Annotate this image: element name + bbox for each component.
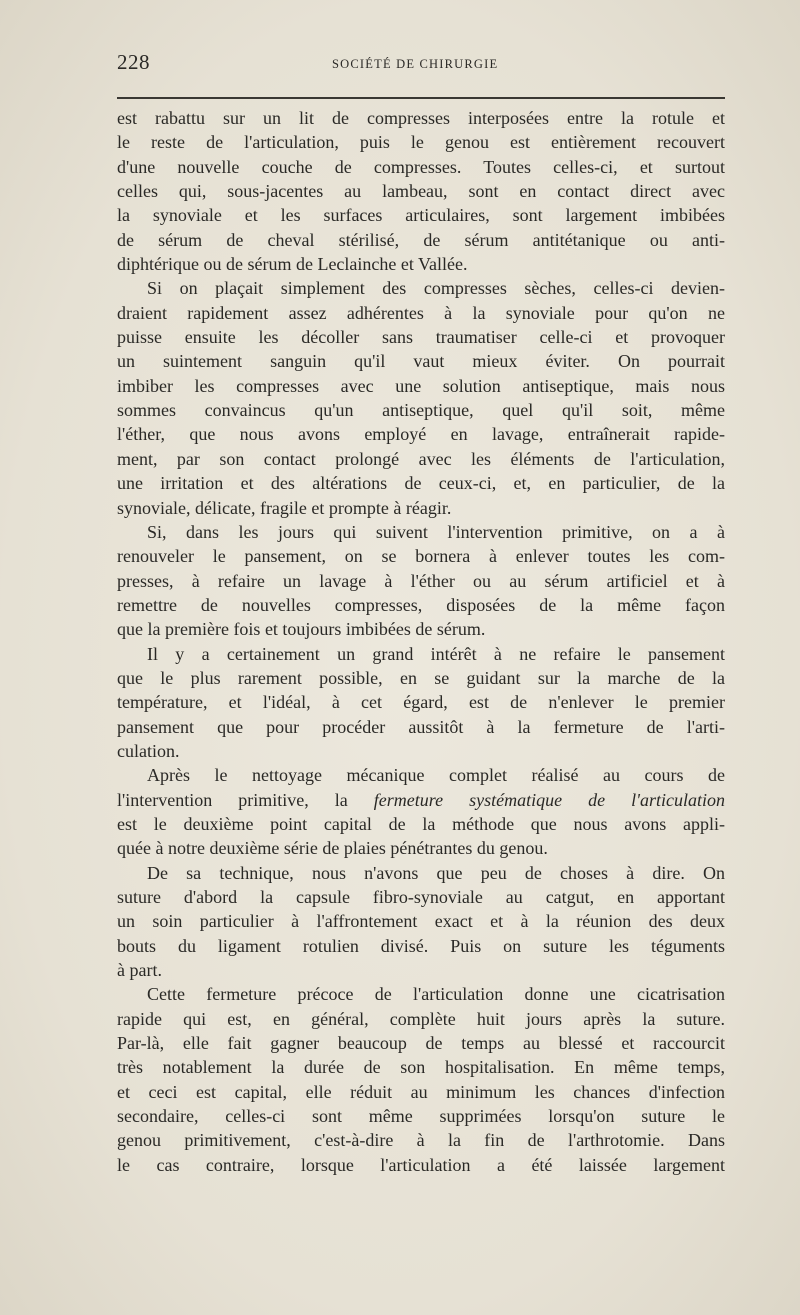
text-line: imbiber les compresses avec une solution antiseptique, mais nous <box>117 375 725 396</box>
text-line: la synoviale et les surfaces articulaires, sont largement imbibées <box>117 205 725 226</box>
text-line: que la première fois et toujours imbibées de sérum. <box>117 619 486 640</box>
text-line: ment, par son contact prolongé avec les éléments de l'articulation, <box>117 448 725 469</box>
text-line: Par-là, elle fait gagner beaucoup de temps au blessé et raccourcit <box>117 1033 725 1054</box>
text-line <box>117 788 725 812</box>
text-line-start: l'intervention primitive, la <box>117 789 348 810</box>
text-line: quée à notre deuxième série de plaies pénétrantes du genou. <box>117 838 548 859</box>
text-line: Après le nettoyage mécanique complet réalisé au cours de <box>147 765 725 786</box>
text-line: de sérum de cheval stérilisé, de sérum antitétanique ou anti- <box>117 229 725 250</box>
text-line: rapide qui est, en général, complète huit jours après la suture. <box>117 1008 725 1029</box>
text-line: celles qui, sous-jacentes au lambeau, sont en contact direct avec <box>117 181 725 202</box>
text-line: Il y a certainement un grand intérêt à ne refaire le pansement <box>147 643 725 664</box>
text-line: une irritation et des altérations de ceux-ci, et, en particulier, de la <box>117 473 725 494</box>
text-line: draient rapidement assez adhérentes à la synoviale pour qu'on ne <box>117 302 725 323</box>
text-line: suture d'abord la capsule fibro-synoviale au catgut, en apportant <box>117 887 725 907</box>
text-line: presses, à refaire un lavage à l'éther ou au sérum artificiel et à <box>117 570 725 591</box>
text-line: le cas contraire, lorsque l'articulation a été laissée largement <box>117 1154 725 1175</box>
text-line: un soin particulier à l'affrontement exact et à la réunion des deux <box>117 911 725 932</box>
text-line: est le deuxième point capital de la méthode que nous avons appli- <box>117 813 725 834</box>
text-line: est rabattu sur un lit de compresses interposées entre la rotule et <box>117 108 725 128</box>
text-line: genou primitivement, c'est-à-dire à la fin de l'arthrotomie. Dans <box>117 1130 725 1151</box>
text-line: bouts du ligament rotulien divisé. Puis on suture les téguments <box>117 935 725 956</box>
page-number: 228 <box>117 50 150 74</box>
text-line: Cette fermeture précoce de l'articulation donne une cicatrisation <box>147 984 725 1005</box>
text-line: Si, dans les jours qui suivent l'intervention primitive, on a à <box>147 521 725 542</box>
text-line: culation. <box>117 740 180 761</box>
text-line: synoviale, délicate, fragile et prompte à réagir. <box>117 497 452 518</box>
text-line: sommes convaincus qu'un antiseptique, quel qu'il soit, même <box>117 400 725 421</box>
text-line: renouveler le pansement, on se bornera à enlever toutes les com- <box>117 546 725 567</box>
text-line: De sa technique, nous n'avons que peu de choses à dire. On <box>147 862 725 883</box>
text-line: d'une nouvelle couche de compresses. Toutes celles-ci, et surtout <box>117 156 725 177</box>
text-line: pansement que pour procéder aussitôt à la fermeture de l'arti- <box>117 716 725 737</box>
text-line: Si on plaçait simplement des compresses sèches, celles-ci devien- <box>147 278 725 299</box>
text-line: et ceci est capital, elle réduit au minimum les chances d'infection <box>117 1081 725 1102</box>
italic-phrase: fermeture systématique de l'articulation <box>373 789 725 810</box>
page-header <box>117 50 725 80</box>
text-line: très notablement la durée de son hospitalisation. En même temps, <box>117 1057 725 1078</box>
text-line: que le plus rarement possible, en se guidant sur la marche de la <box>117 667 725 688</box>
text-line: un suintement sanguin qu'il vaut mieux éviter. On pourrait <box>117 351 725 372</box>
text-line: à part. <box>117 960 162 981</box>
text-line: l'éther, que nous avons employé en lavage, entraînerait rapide- <box>117 424 725 445</box>
text-line: le reste de l'articulation, puis le genou est entièrement recouvert <box>117 132 725 153</box>
text-line: diphtérique ou de sérum de Leclainche et Vallée. <box>117 254 468 275</box>
text-line: température, et l'idéal, à cet égard, est de n'enlever le premier <box>117 692 725 713</box>
body-text <box>117 106 725 1177</box>
running-head: SOCIÉTÉ DE CHIRURGIE <box>332 57 499 71</box>
header-rule <box>117 97 725 99</box>
text-line: secondaire, celles-ci sont même supprimées lorsqu'on suture le <box>117 1106 725 1127</box>
text-line: remettre de nouvelles compresses, disposées de la même façon <box>117 594 725 615</box>
text-line: puisse ensuite les décoller sans traumatiser celle-ci et provoquer <box>117 327 725 348</box>
